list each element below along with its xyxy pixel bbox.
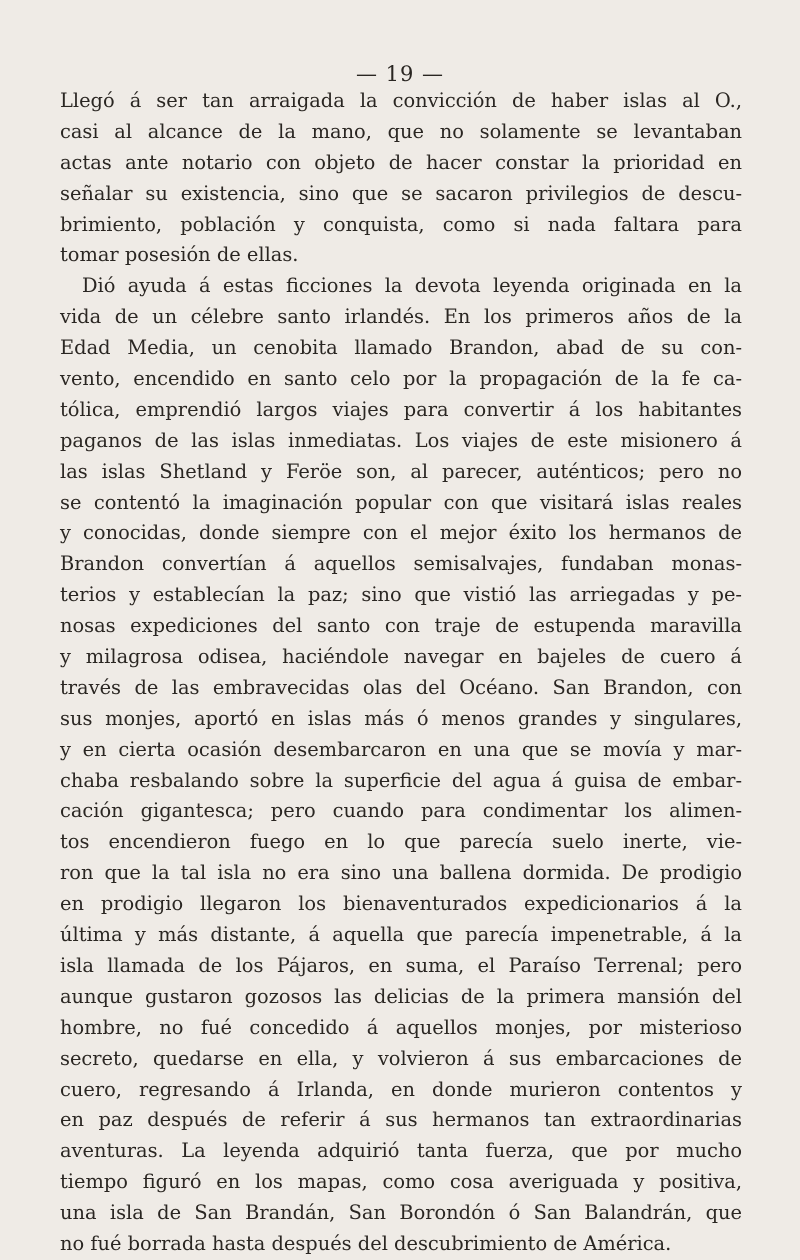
- text-line: isla llamada de los Pájaros, en suma, el Paraíso Terrenal; pero: [60, 953, 742, 977]
- text-line: Edad Media, un cenobita llamado Brandon, abad de su con-: [60, 336, 742, 360]
- text-line: hombre, no fué concedido á aquellos monjes, por misterioso: [60, 1015, 742, 1039]
- text-line: tos encendieron fuego en lo que parecía suelo inerte, vie-: [60, 830, 742, 854]
- text-line: casi al alcance de la mano, que no solamente se levantaban: [60, 119, 742, 143]
- text-line: paganos de las islas inmediatas. Los viajes de este misionero á: [60, 428, 742, 452]
- text-line: secreto, quedarse en ella, y volvieron á sus embarcaciones de: [60, 1046, 742, 1070]
- text-line: señalar su existencia, sino que se sacaron privilegios de descu-: [60, 181, 742, 205]
- text-line: sus monjes, aportó en islas más ó menos grandes y singulares,: [60, 706, 742, 730]
- text-line: y conocidas, donde siempre con el mejor éxito los hermanos de: [60, 521, 742, 545]
- text-line: tiempo figuró en los mapas, como cosa averiguada y positiva,: [60, 1170, 742, 1194]
- text-line: cación gigantesca; pero cuando para condimentar los alimen-: [60, 799, 742, 823]
- text-line: las islas Shetland y Feröe son, al parecer, auténticos; pero no: [60, 459, 742, 483]
- text-line: través de las embravecidas olas del Océano. San Brandon, con: [60, 675, 742, 699]
- text-line: última y más distante, á aquella que parecía impenetrable, á la: [60, 923, 742, 947]
- text-line: no fué borrada hasta después del descubrimiento de América.: [60, 1231, 672, 1255]
- text-line: aunque gustaron gozosos las delicias de la primera mansión del: [60, 984, 742, 1008]
- text-line: aventuras. La leyenda adquirió tanta fuerza, que por mucho: [60, 1139, 742, 1163]
- text-line: cuero, regresando á Irlanda, en donde murieron contentos y: [60, 1077, 742, 1101]
- text-line: vento, encendido en santo celo por la propagación de la fe ca-: [60, 367, 742, 391]
- text-line: tomar posesión de ellas.: [60, 243, 299, 267]
- text-line: una isla de San Brandán, San Borondón ó San Balandrán, que: [60, 1201, 742, 1225]
- text-line: Llegó á ser tan arraigada la convicción de haber islas al O.,: [60, 89, 742, 112]
- page-number: — 19 —: [355, 62, 445, 86]
- text-line: y en cierta ocasión desembarcaron en una que se movía y mar-: [60, 737, 742, 761]
- text-line: vida de un célebre santo irlandés. En los primeros años de la: [60, 305, 742, 329]
- text-line: brimiento, población y conquista, como si nada faltara para: [60, 212, 742, 236]
- text-line: ron que la tal isla no era sino una ballena dormida. De prodigio: [60, 861, 742, 885]
- text-line: nosas expediciones del santo con traje de estupenda maravilla: [60, 614, 742, 638]
- text-line: Dió ayuda á estas ficciones la devota leyenda originada en la: [82, 274, 742, 298]
- text-line: Brandon convertían á aquellos semisalvajes, fundaban monas-: [60, 552, 742, 576]
- text-line: en prodigio llegaron los bienaventurados expedicionarios á la: [60, 892, 742, 916]
- text-line: se contentó la imaginación popular con que visitará islas reales: [60, 490, 742, 514]
- body-text: [60, 86, 742, 1260]
- text-line: actas ante notario con objeto de hacer constar la prioridad en: [60, 150, 742, 174]
- text-line: en paz después de referir á sus hermanos tan extraordinarias: [60, 1108, 742, 1132]
- text-line: y milagrosa odisea, haciéndole navegar en bajeles de cuero á: [60, 645, 742, 669]
- text-line: tólica, emprendió largos viajes para convertir á los habitantes: [60, 397, 742, 421]
- text-line: chaba resbalando sobre la superficie del agua á guisa de embar-: [60, 768, 742, 792]
- text-line: terios y establecían la paz; sino que vistió las arriegadas y pe-: [60, 583, 742, 607]
